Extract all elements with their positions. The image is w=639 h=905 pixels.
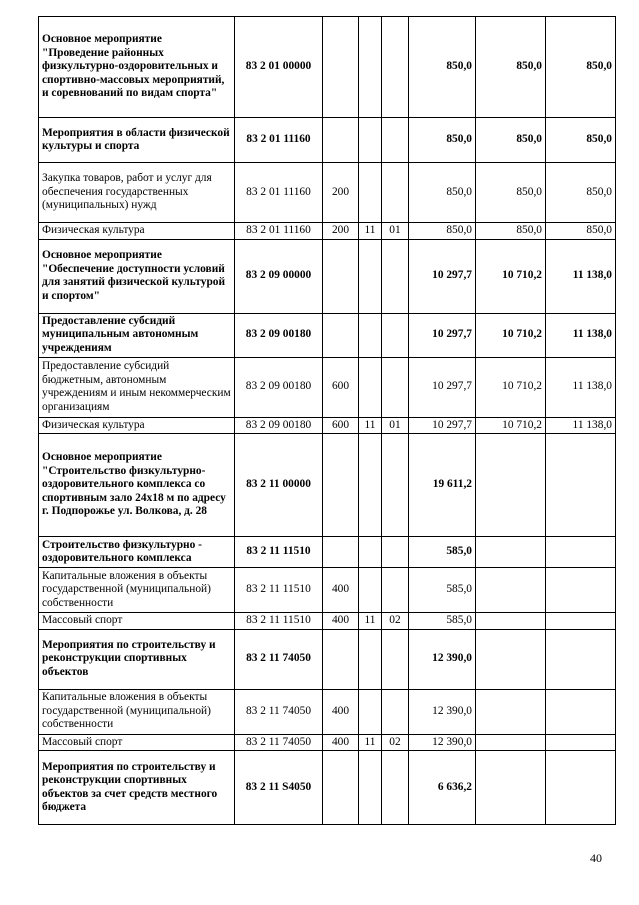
table-row — [39, 537, 616, 568]
row-amount-year-3: 11 138,0 — [546, 313, 616, 357]
row-name: Закупка товаров, работ и услуг для обеспечения государственных (муниципальных) нужд — [39, 163, 235, 223]
row-expense-type: 400 — [323, 568, 359, 613]
row-expense-type — [323, 434, 359, 537]
row-code: 83 2 09 00180 — [235, 313, 323, 357]
table-row — [39, 434, 616, 537]
table-row — [39, 613, 616, 630]
row-amount-year-3: 11 138,0 — [546, 417, 616, 434]
table-row — [39, 629, 616, 689]
row-amount-year-3 — [546, 613, 616, 630]
row-amount-year-3: 850,0 — [546, 118, 616, 163]
row-expense-type: 200 — [323, 163, 359, 223]
row-section — [359, 537, 382, 568]
row-subsection — [382, 118, 409, 163]
row-expense-type: 400 — [323, 613, 359, 630]
row-code: 83 2 09 00180 — [235, 417, 323, 434]
row-name: Мероприятия по строительству и реконструкции спортивных объектов за счет средств местного бюджета — [39, 751, 235, 825]
row-code: 83 2 01 11160 — [235, 118, 323, 163]
row-amount-year-1: 585,0 — [409, 568, 476, 613]
row-expense-type — [323, 313, 359, 357]
row-section — [359, 357, 382, 417]
row-name: Физическая культура — [39, 223, 235, 240]
row-expense-type — [323, 118, 359, 163]
row-amount-year-1: 850,0 — [409, 118, 476, 163]
budget-table-body — [39, 17, 616, 825]
row-code: 83 2 11 11510 — [235, 537, 323, 568]
row-expense-type: 600 — [323, 357, 359, 417]
row-expense-type: 400 — [323, 734, 359, 751]
row-name: Строительство физкультурно - оздоровительного комплекса — [39, 537, 235, 568]
row-section — [359, 568, 382, 613]
row-amount-year-3 — [546, 629, 616, 689]
row-amount-year-1: 10 297,7 — [409, 357, 476, 417]
table-row — [39, 751, 616, 825]
row-amount-year-2 — [476, 751, 546, 825]
row-amount-year-1: 10 297,7 — [409, 313, 476, 357]
row-section: 11 — [359, 613, 382, 630]
row-section: 11 — [359, 417, 382, 434]
row-expense-type — [323, 629, 359, 689]
row-subsection — [382, 163, 409, 223]
row-section — [359, 118, 382, 163]
row-amount-year-2: 10 710,2 — [476, 239, 546, 313]
row-amount-year-2 — [476, 537, 546, 568]
row-section — [359, 17, 382, 118]
row-amount-year-2 — [476, 629, 546, 689]
budget-table — [38, 16, 616, 825]
row-amount-year-3 — [546, 434, 616, 537]
table-row — [39, 313, 616, 357]
row-amount-year-1: 12 390,0 — [409, 629, 476, 689]
row-amount-year-1: 10 297,7 — [409, 239, 476, 313]
row-subsection — [382, 313, 409, 357]
row-code: 83 2 09 00000 — [235, 239, 323, 313]
row-amount-year-3 — [546, 568, 616, 613]
row-amount-year-2 — [476, 689, 546, 734]
row-section: 11 — [359, 734, 382, 751]
row-section: 11 — [359, 223, 382, 240]
page-number: 40 — [590, 851, 602, 865]
row-amount-year-1: 585,0 — [409, 613, 476, 630]
row-amount-year-1: 585,0 — [409, 537, 476, 568]
row-code: 83 2 11 74050 — [235, 629, 323, 689]
row-name: Основное мероприятие "Строительство физкультурно-оздоровительного комплекса со спортивным зало 24х18 м по адресу г. Подпорожье ул. Волкова, д. 28 — [39, 434, 235, 537]
row-expense-type: 600 — [323, 417, 359, 434]
row-amount-year-1: 10 297,7 — [409, 417, 476, 434]
row-amount-year-3 — [546, 751, 616, 825]
row-subsection — [382, 689, 409, 734]
row-amount-year-2: 850,0 — [476, 118, 546, 163]
table-row — [39, 118, 616, 163]
row-amount-year-3 — [546, 537, 616, 568]
row-section — [359, 689, 382, 734]
row-subsection: 01 — [382, 417, 409, 434]
row-code: 83 2 01 11160 — [235, 223, 323, 240]
row-code: 83 2 11 74050 — [235, 734, 323, 751]
row-name: Мероприятия в области физической культуры и спорта — [39, 118, 235, 163]
row-name: Физическая культура — [39, 417, 235, 434]
table-row — [39, 689, 616, 734]
row-name: Капитальные вложения в объекты государственной (муниципальной) собственности — [39, 689, 235, 734]
row-section — [359, 313, 382, 357]
row-amount-year-1: 850,0 — [409, 223, 476, 240]
row-amount-year-2 — [476, 568, 546, 613]
row-name: Основное мероприятие "Обеспечение доступности условий для занятий физической культурой и спортом" — [39, 239, 235, 313]
row-expense-type — [323, 537, 359, 568]
row-code: 83 2 09 00180 — [235, 357, 323, 417]
row-amount-year-2 — [476, 434, 546, 537]
row-subsection — [382, 751, 409, 825]
row-subsection — [382, 537, 409, 568]
row-name: Основное мероприятие "Проведение районных физкультурно-оздоровительных и спортивно-массовых мероприятий, и соревнований по видам спорта" — [39, 17, 235, 118]
row-amount-year-3: 11 138,0 — [546, 239, 616, 313]
row-code: 83 2 11 S4050 — [235, 751, 323, 825]
row-amount-year-2: 10 710,2 — [476, 357, 546, 417]
row-section — [359, 751, 382, 825]
row-subsection — [382, 357, 409, 417]
row-name: Предоставление субсидий муниципальным автономным учреждениям — [39, 313, 235, 357]
row-amount-year-3: 850,0 — [546, 223, 616, 240]
row-amount-year-1: 12 390,0 — [409, 689, 476, 734]
row-amount-year-3 — [546, 734, 616, 751]
row-amount-year-1: 6 636,2 — [409, 751, 476, 825]
row-amount-year-2: 10 710,2 — [476, 417, 546, 434]
row-subsection: 02 — [382, 613, 409, 630]
row-name: Мероприятия по строительству и реконструкции спортивных объектов — [39, 629, 235, 689]
row-amount-year-2: 850,0 — [476, 223, 546, 240]
row-code: 83 2 01 11160 — [235, 163, 323, 223]
row-amount-year-2 — [476, 734, 546, 751]
row-subsection: 01 — [382, 223, 409, 240]
row-subsection — [382, 568, 409, 613]
row-subsection — [382, 434, 409, 537]
row-expense-type: 400 — [323, 689, 359, 734]
row-code: 83 2 11 11510 — [235, 613, 323, 630]
row-name: Массовый спорт — [39, 613, 235, 630]
row-code: 83 2 11 11510 — [235, 568, 323, 613]
row-name: Капитальные вложения в объекты государственной (муниципальной) собственности — [39, 568, 235, 613]
row-amount-year-3: 850,0 — [546, 163, 616, 223]
row-section — [359, 239, 382, 313]
row-subsection — [382, 17, 409, 118]
row-code: 83 2 01 00000 — [235, 17, 323, 118]
row-section — [359, 434, 382, 537]
row-amount-year-1: 850,0 — [409, 163, 476, 223]
row-amount-year-3: 850,0 — [546, 17, 616, 118]
row-section — [359, 163, 382, 223]
row-subsection — [382, 239, 409, 313]
row-amount-year-2 — [476, 613, 546, 630]
table-row — [39, 17, 616, 118]
table-row — [39, 357, 616, 417]
table-row — [39, 163, 616, 223]
row-amount-year-1: 850,0 — [409, 17, 476, 118]
row-section — [359, 629, 382, 689]
row-amount-year-3 — [546, 689, 616, 734]
table-row — [39, 568, 616, 613]
row-amount-year-2: 850,0 — [476, 17, 546, 118]
row-code: 83 2 11 74050 — [235, 689, 323, 734]
row-amount-year-1: 12 390,0 — [409, 734, 476, 751]
row-subsection — [382, 629, 409, 689]
row-expense-type — [323, 239, 359, 313]
row-expense-type — [323, 751, 359, 825]
table-row — [39, 239, 616, 313]
table-row — [39, 417, 616, 434]
row-amount-year-2: 10 710,2 — [476, 313, 546, 357]
table-row — [39, 734, 616, 751]
row-subsection: 02 — [382, 734, 409, 751]
row-code: 83 2 11 00000 — [235, 434, 323, 537]
row-amount-year-1: 19 611,2 — [409, 434, 476, 537]
row-amount-year-2: 850,0 — [476, 163, 546, 223]
row-name: Массовый спорт — [39, 734, 235, 751]
row-expense-type — [323, 17, 359, 118]
table-row — [39, 223, 616, 240]
row-name: Предоставление субсидий бюджетным, автономным учреждениям и иным некоммерческим организациям — [39, 357, 235, 417]
row-expense-type: 200 — [323, 223, 359, 240]
row-amount-year-3: 11 138,0 — [546, 357, 616, 417]
